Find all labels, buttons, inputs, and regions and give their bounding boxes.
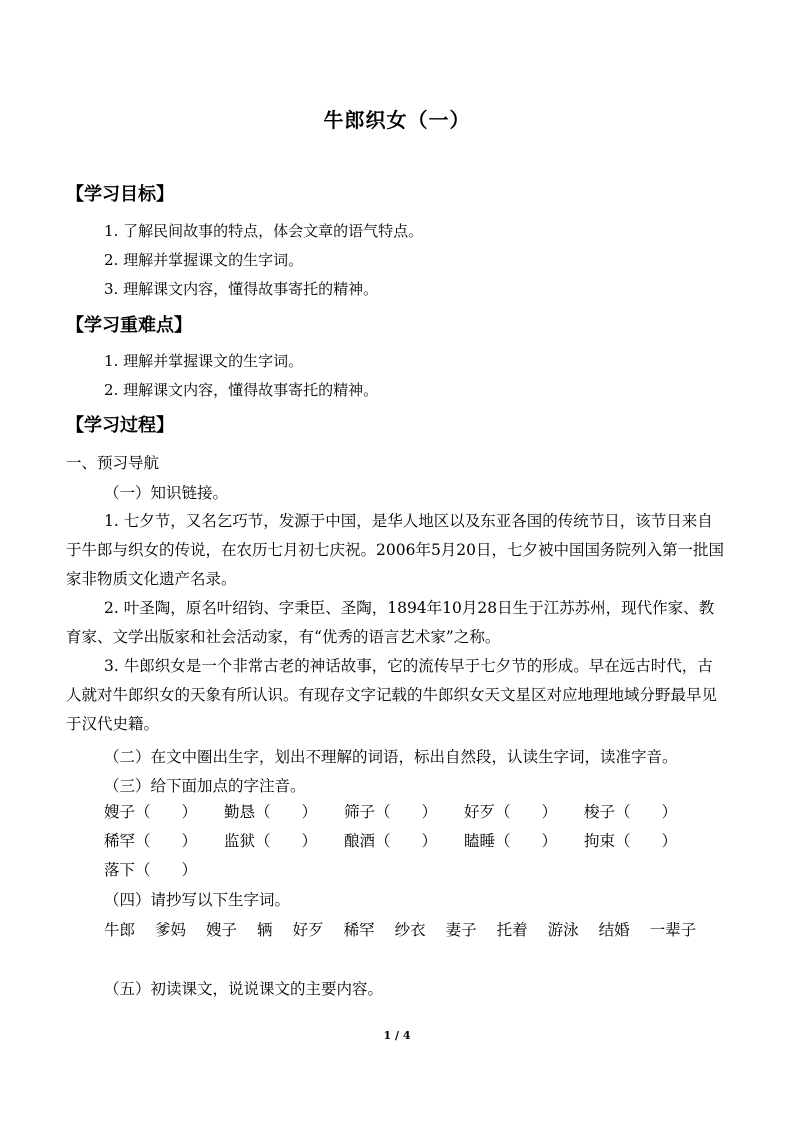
vocab-word: 游泳: [547, 921, 579, 939]
vocab-word: 妻子: [445, 921, 477, 939]
vocab-word: 纱衣: [394, 921, 426, 939]
pinyin-row: [104, 858, 704, 887]
pinyin-item: 酿酒（ ）: [344, 832, 438, 850]
subsection-circle-words: （二）在文中圈出生字，划出不理解的词语，标出自然段，认读生字词，读准字音。: [104, 748, 678, 766]
pinyin-grid: [104, 800, 704, 887]
subsection-pinyin: （三）给下面加点的字注音。: [104, 777, 306, 795]
pinyin-item: 稀罕（ ）: [104, 832, 198, 850]
paragraph-qixi: 1. 七夕节，又名乞巧节，发源于中国，是华人地区以及东亚各国的传统节日，该节日来自于牛郎与织女的传说，在农历七月初七庆祝。2006年5月20日，七夕被中国国务院列入第一批国家非物质文化遗产名录。: [66, 512, 725, 588]
pinyin-item: 勤恳（ ）: [224, 803, 318, 821]
key-point-item: 1. 理解并掌握课文的生字词。: [104, 352, 304, 370]
objectives-heading: 【学习目标】: [66, 184, 174, 205]
process-heading: 【学习过程】: [66, 415, 174, 436]
vocab-word: 托着: [496, 921, 528, 939]
key-points-heading: 【学习重难点】: [66, 315, 192, 336]
objective-item: 1. 了解民间故事的特点，体会文章的语气特点。: [104, 222, 424, 240]
vocab-word: 稀罕: [343, 921, 375, 939]
pinyin-item: 嫂子（ ）: [104, 803, 198, 821]
objective-item: 3. 理解课文内容，懂得故事寄托的精神。: [104, 280, 379, 298]
pinyin-item: 瞌睡（ ）: [464, 832, 558, 850]
vocab-word: 牛郎: [104, 921, 136, 939]
pinyin-item: 拘束（ ）: [584, 832, 678, 850]
subsection-main-content: （五）初读课文，说说课文的主要内容。: [104, 980, 384, 998]
pinyin-row: [104, 829, 704, 858]
pinyin-item: 监狱（ ）: [224, 832, 318, 850]
pinyin-item: 梭子（ ）: [584, 803, 678, 821]
page-title: 牛郎织女（一）: [323, 108, 471, 132]
paragraph-ye-shengtao: 2. 叶圣陶，原名叶绍钧、字秉臣、圣陶，1894年10月28日生于江苏苏州，现代作家、教育家、文学出版家和社会活动家，有“优秀的语言艺术家”之称。: [66, 599, 715, 646]
vocab-word: 辆: [257, 921, 273, 939]
section-preview-guide: 一、预习导航: [66, 454, 160, 472]
vocab-word: 爹妈: [155, 921, 187, 939]
vocab-word: 好歹: [292, 921, 324, 939]
pinyin-item: 好歹（ ）: [464, 803, 558, 821]
objective-item: 2. 理解并掌握课文的生字词。: [104, 251, 304, 269]
subsection-copy-words: （四）请抄写以下生字词。: [104, 891, 291, 909]
vocab-word: 嫂子: [206, 921, 238, 939]
pinyin-item: 筛子（ ）: [344, 803, 438, 821]
vocab-word: 一辈子: [649, 921, 697, 939]
key-point-item: 2. 理解课文内容，懂得故事寄托的精神。: [104, 381, 379, 399]
pinyin-item: 落下（ ）: [104, 861, 198, 879]
pinyin-row: [104, 800, 704, 829]
paragraph-legend: 3. 牛郎织女是一个非常古老的神话故事，它的流传早于七夕节的形成。早在远古时代，古人就对牛郎织女的天象有所认识。有现存文字记载的牛郎织女天文星区对应地理地域分野最早见于汉代史籍。: [66, 657, 718, 733]
vocabulary-list: [104, 918, 716, 940]
vocab-word: 结婚: [598, 921, 630, 939]
subsection-knowledge-link: （一）知识链接。: [104, 484, 229, 502]
page-number: 1 / 4: [383, 1029, 411, 1042]
